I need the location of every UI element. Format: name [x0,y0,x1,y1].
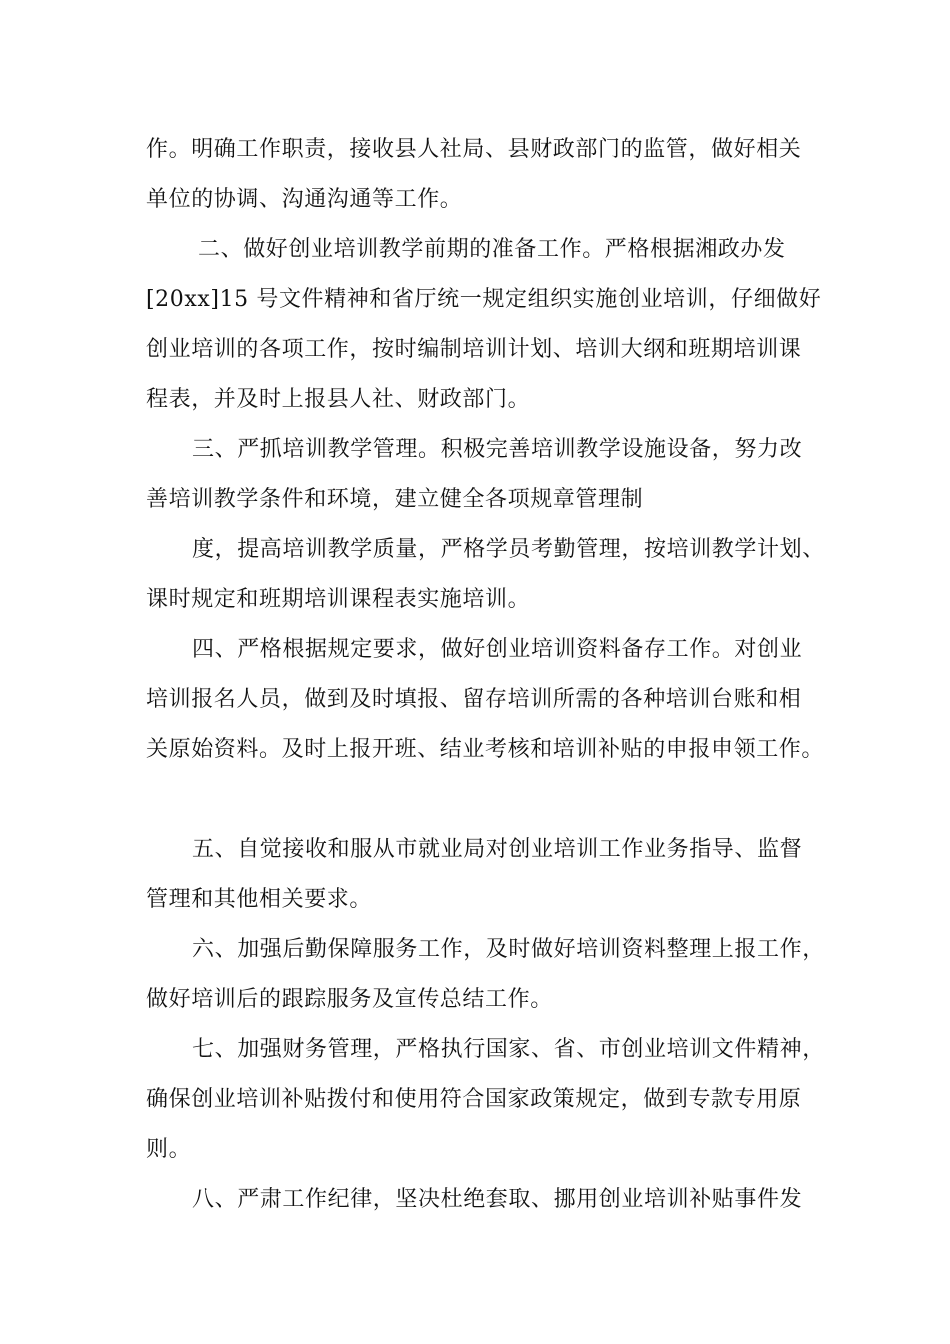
text-line: 单位的协调、沟通沟通等工作。 [146,187,463,212]
text-line: 做好培训后的跟踪服务及宣传总结工作。 [146,987,553,1012]
text-line: 七、加强财务管理，严格执行国家、省、市创业培训文件精神， [192,1037,825,1062]
text-line: [20xx]15 号文件精神和省厅统一规定组织实施创业培训，仔细做好 [146,287,822,312]
text-line: 八、严肃工作纪律，坚决杜绝套取、挪用创业培训补贴事件发 [192,1187,803,1212]
text-line: 关原始资料。及时上报开班、结业考核和培训补贴的申报申领工作。 [146,737,825,762]
text-line: 确保创业培训补贴拨付和使用符合国家政策规定，做到专款专用原 [146,1087,802,1112]
text-line: 六、加强后勤保障服务工作，及时做好培训资料整理上报工作， [192,937,825,962]
text-line: 善培训教学条件和环境，建立健全各项规章管理制 [146,487,644,512]
text-line: 作。明确工作职责，接收县人社局、县财政部门的监管，做好相关 [146,137,802,162]
text-line: 三、严抓培训教学管理。积极完善培训教学设施设备，努力改 [192,437,803,462]
text-line: 五、自觉接收和服从市就业局对创业培训工作业务指导、监督 [192,837,803,862]
text-line: 程表，并及时上报县人社、财政部门。 [146,387,531,412]
text-line: 二、做好创业培训教学前期的准备工作。严格根据湘政办发 [198,237,786,262]
text-line: 管理和其他相关要求。 [146,887,373,912]
text-line: 创业培训的各项工作，按时编制培训计划、培训大纲和班期培训课 [146,337,802,362]
text-line: 则。 [146,1137,192,1162]
text-line: 课时规定和班期培训课程表实施培训。 [146,587,531,612]
text-line: 培训报名人员，做到及时填报、留存培训所需的各种培训台账和相 [146,687,802,712]
text-line: 四、严格根据规定要求，做好创业培训资料备存工作。对创业 [192,637,803,662]
text-line: 度，提高培训教学质量，严格学员考勤管理，按培训教学计划、 [192,537,825,562]
